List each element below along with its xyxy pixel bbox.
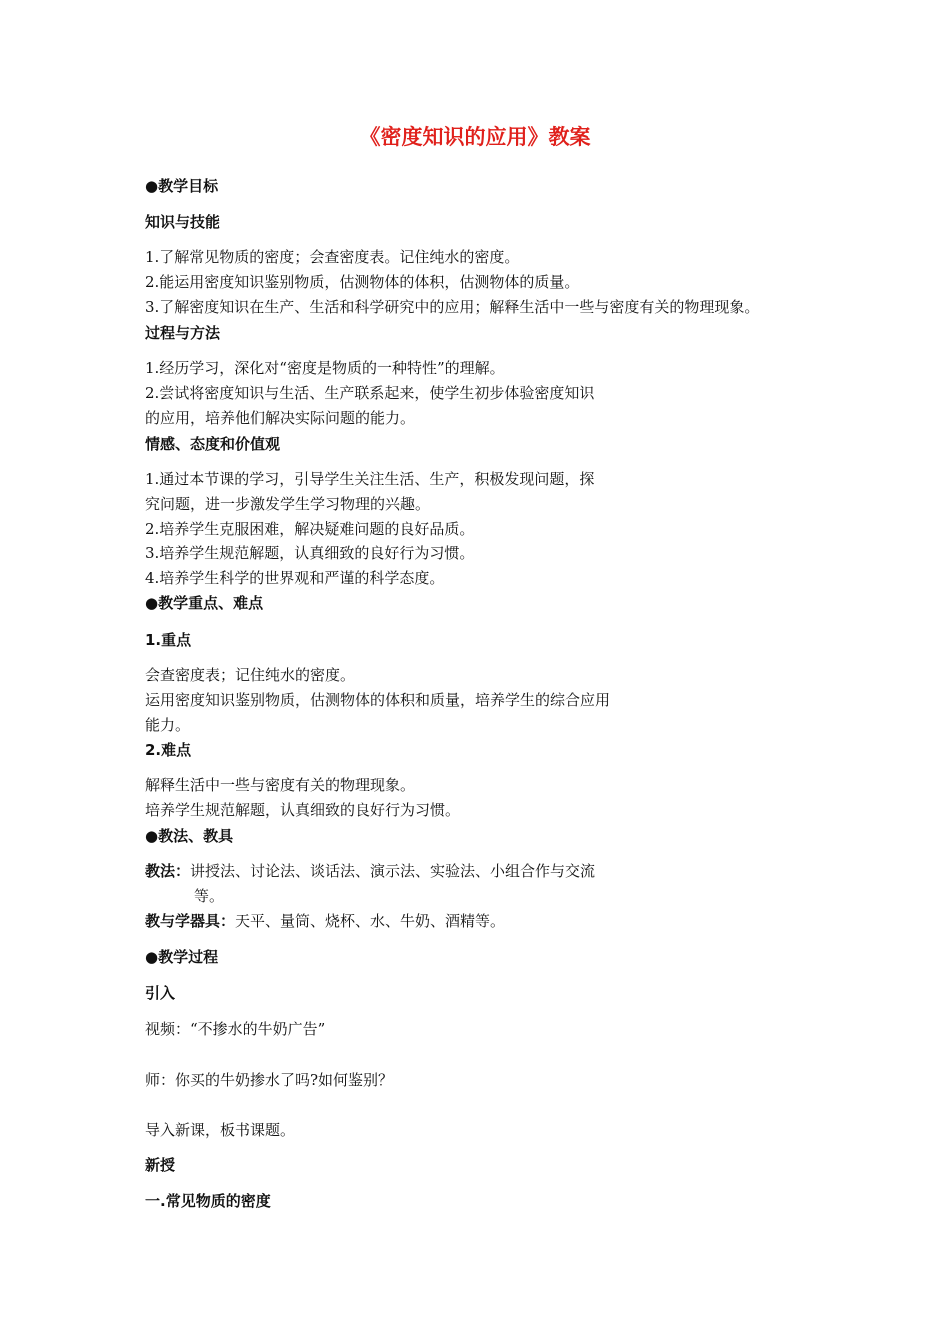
- subheading-knowledge: 知识与技能: [145, 213, 221, 231]
- subheading-process: 过程与方法: [145, 324, 221, 342]
- paragraph-line: 1.经历学习，深化对“密度是物质的一种特性”的理解。: [145, 359, 505, 377]
- methods-text: 讲授法、讨论法、谈话法、演示法、实验法、小组合作与交流: [190, 862, 596, 880]
- methods-line: [145, 860, 595, 882]
- paragraph-line: 视频：“不掺水的牛奶广告”: [145, 1020, 326, 1038]
- paragraph-line: 解释生活中一些与密度有关的物理现象。: [145, 776, 416, 794]
- tools-label: 教与学器具：: [145, 912, 236, 930]
- subheading-intro: 引入: [145, 984, 176, 1002]
- tools-text: 天平、量筒、烧杯、水、牛奶、酒精等。: [235, 912, 506, 930]
- paragraph-line: 能力。: [145, 716, 191, 734]
- subheading-attitude: 情感、态度和价值观: [145, 435, 281, 453]
- section-heading-methods: ●教法、教具: [145, 827, 234, 845]
- subheading-common-densities: 一.常见物质的密度: [145, 1192, 271, 1210]
- paragraph-line: 4.培养学生科学的世界观和严谨的科学态度。: [145, 569, 445, 587]
- paragraph-line: 运用密度知识鉴别物质，估测物体的体积和质量，培养学生的综合应用: [145, 691, 611, 709]
- paragraph-line: 1.通过本节课的学习，引导学生关注生活、生产，积极发现问题，探: [145, 470, 595, 488]
- section-heading-goals: ●教学目标: [145, 177, 219, 195]
- paragraph-line: 2.能运用密度知识鉴别物质，估测物体的体积，估测物体的质量。: [145, 273, 580, 291]
- paragraph-line: 2.尝试将密度知识与生活、生产联系起来，使学生初步体验密度知识: [145, 384, 595, 402]
- paragraph-line: 培养学生规范解题，认真细致的良好行为习惯。: [145, 801, 461, 819]
- subheading-focus: 1.重点: [145, 631, 192, 649]
- paragraph-line: 的应用，培养他们解决实际问题的能力。: [145, 409, 416, 427]
- paragraph-line: 等。: [194, 887, 225, 905]
- document-title: 《密度知识的应用》教案: [359, 125, 591, 149]
- section-heading-key-points: ●教学重点、难点: [145, 594, 264, 612]
- subheading-new-lesson: 新授: [145, 1156, 176, 1174]
- methods-label: 教法：: [145, 862, 191, 880]
- paragraph-line: 究问题，进一步激发学生学习物理的兴趣。: [145, 495, 431, 513]
- paragraph-line: 3.培养学生规范解题，认真细致的良好行为习惯。: [145, 544, 475, 562]
- paragraph-line: 会查密度表；记住纯水的密度。: [145, 666, 356, 684]
- paragraph-line: 导入新课，板书课题。: [145, 1121, 296, 1139]
- section-heading-process: ●教学过程: [145, 948, 219, 966]
- subheading-difficulty: 2.难点: [145, 741, 192, 759]
- paragraph-line: 3.了解密度知识在生产、生活和科学研究中的应用；解释生活中一些与密度有关的物理现象。: [145, 298, 760, 316]
- tools-line: [145, 910, 505, 932]
- paragraph-line: 1.了解常见物质的密度；会查密度表。记住纯水的密度。: [145, 248, 520, 266]
- paragraph-line: 2.培养学生克服困难，解决疑难问题的良好品质。: [145, 520, 475, 538]
- paragraph-line: 师：你买的牛奶掺水了吗?如何鉴别？: [145, 1071, 394, 1089]
